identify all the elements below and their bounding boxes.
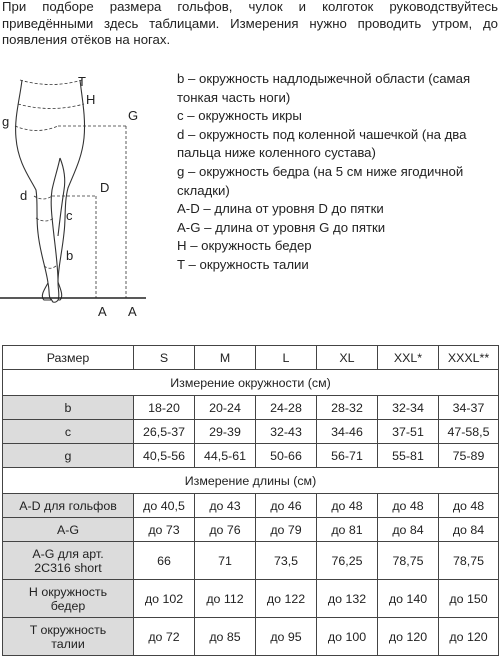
- section-row: [3, 468, 499, 494]
- table-row: [3, 618, 499, 656]
- table-cell: 71: [195, 542, 256, 580]
- table-header-row: [3, 346, 499, 370]
- table-cell: 32-34: [378, 396, 439, 420]
- legend-item: d – окружность под коленной чашечкой (на два пальца ниже коленного сустава): [177, 126, 467, 161]
- table-cell: 56-71: [317, 444, 378, 468]
- table-cell: 24-28: [256, 396, 317, 420]
- table-cell: 50-66: [256, 444, 317, 468]
- table-cell: 28-32: [317, 396, 378, 420]
- label-c: c: [66, 208, 73, 223]
- table-cell: 20-24: [195, 396, 256, 420]
- label-b: b: [66, 248, 74, 263]
- table-cell: 78,75: [378, 542, 439, 580]
- section-length: Измерение длины (см): [3, 468, 499, 494]
- section-circumference: Измерение окружности (см): [3, 370, 499, 396]
- circumference-row-label: g: [3, 444, 134, 468]
- table-cell: до 140: [378, 580, 439, 618]
- label-g: g: [2, 114, 10, 129]
- legend-item: T – окружность талии: [177, 256, 309, 272]
- table-cell: 18-20: [134, 396, 195, 420]
- table-cell: 75-89: [439, 444, 499, 468]
- table-cell: 32-43: [256, 420, 317, 444]
- table-cell: до 85: [195, 618, 256, 656]
- header-size-xxxl: XXXL**: [439, 346, 499, 370]
- table-cell: 55-81: [378, 444, 439, 468]
- length-row-label: H окружность бедер: [3, 580, 134, 618]
- table-cell: до 84: [439, 518, 499, 542]
- table-cell: до 120: [439, 618, 499, 656]
- table-cell: до 102: [134, 580, 195, 618]
- table-row: [3, 518, 499, 542]
- table-cell: 66: [134, 542, 195, 580]
- header-size-xl: XL: [317, 346, 378, 370]
- table-cell: 34-46: [317, 420, 378, 444]
- table-cell: до 73: [134, 518, 195, 542]
- label-T: T: [78, 74, 86, 89]
- header-size-xxl: XXL*: [378, 346, 439, 370]
- table-cell: до 43: [195, 494, 256, 518]
- table-cell: до 81: [317, 518, 378, 542]
- length-row-label: A-D для гольфов: [3, 494, 134, 518]
- table-cell: до 132: [317, 580, 378, 618]
- table-cell: до 150: [439, 580, 499, 618]
- table-cell: до 120: [378, 618, 439, 656]
- label-d: d: [20, 188, 28, 203]
- table-cell: 40,5-56: [134, 444, 195, 468]
- table-row: [3, 420, 499, 444]
- label-A-2: A: [128, 304, 137, 319]
- intro-text: При подборе размера гольфов, чулок и колготок руководствуйтесь приведёнными здесь таблицами. Измерения нужно проводить утром, до появления отёков на ногах.: [2, 0, 498, 47]
- table-row: [3, 444, 499, 468]
- label-D: D: [100, 180, 110, 195]
- table-cell: 34-37: [439, 396, 499, 420]
- table-cell: 44,5-61: [195, 444, 256, 468]
- table-row: [3, 542, 499, 580]
- table-cell: до 48: [378, 494, 439, 518]
- table-cell: до 46: [256, 494, 317, 518]
- header-size-s: S: [134, 346, 195, 370]
- table-cell: до 95: [256, 618, 317, 656]
- table-cell: до 40,5: [134, 494, 195, 518]
- table-cell: до 76: [195, 518, 256, 542]
- label-G: G: [128, 108, 139, 123]
- legend-item: A-G – длина от уровня G до пятки: [177, 219, 386, 235]
- length-row-label: A-G: [3, 518, 134, 542]
- table-cell: до 112: [195, 580, 256, 618]
- legend-item: с – окружность икры: [177, 108, 302, 124]
- header-size-label: Размер: [3, 346, 134, 370]
- table-row: [3, 580, 499, 618]
- size-table: [2, 345, 499, 656]
- circumference-row-label: b: [3, 396, 134, 420]
- legend-item: b – окружность надлодыжечной области (самая тонкая часть ноги): [177, 71, 471, 105]
- table-cell: до 79: [256, 518, 317, 542]
- table-cell: 76,25: [317, 542, 378, 580]
- section-row: [3, 370, 499, 396]
- table-cell: до 72: [134, 618, 195, 656]
- legend-item: H – окружность бедер: [177, 238, 312, 254]
- table-cell: до 48: [317, 494, 378, 518]
- table-cell: 47-58,5: [439, 420, 499, 444]
- table-cell: 29-39: [195, 420, 256, 444]
- length-row-label: A-G для арт. 2C316 short: [3, 542, 134, 580]
- table-cell: до 84: [378, 518, 439, 542]
- legs-measurement-diagram: [0, 68, 160, 328]
- circumference-row-label: c: [3, 420, 134, 444]
- header-size-l: L: [256, 346, 317, 370]
- table-cell: 73,5: [256, 542, 317, 580]
- measurement-legend: [177, 70, 497, 275]
- table-cell: до 48: [439, 494, 499, 518]
- legend-item: A-D – длина от уровня D до пятки: [177, 201, 384, 217]
- table-cell: 37-51: [378, 420, 439, 444]
- table-cell: 78,75: [439, 542, 499, 580]
- label-H: H: [86, 92, 96, 107]
- table-cell: до 122: [256, 580, 317, 618]
- length-row-label: T окружность талии: [3, 618, 134, 656]
- legend-item: g – окружность бедра (на 5 см ниже ягодичной складки): [177, 163, 464, 198]
- table-row: [3, 396, 499, 420]
- table-row: [3, 494, 499, 518]
- table-cell: 26,5-37: [134, 420, 195, 444]
- header-size-m: M: [195, 346, 256, 370]
- label-A-1: A: [98, 304, 107, 319]
- table-cell: до 100: [317, 618, 378, 656]
